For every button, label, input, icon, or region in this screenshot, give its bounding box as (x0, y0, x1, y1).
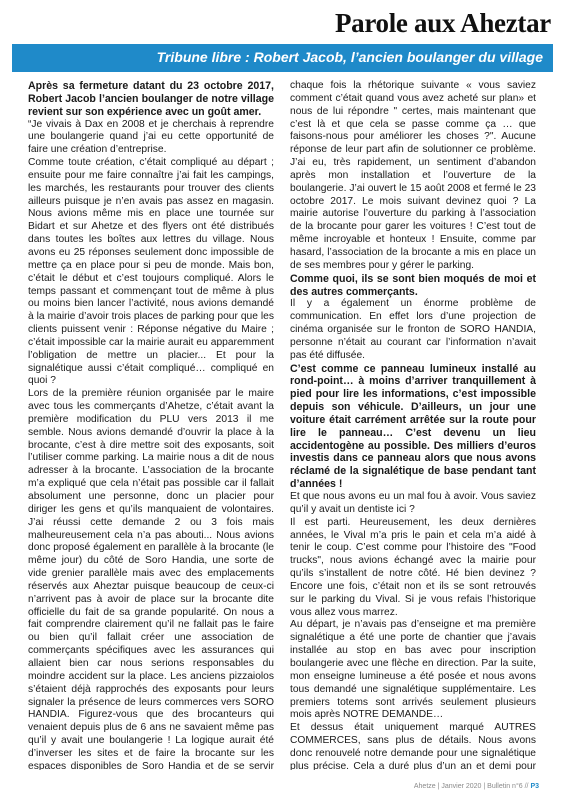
paragraph: Il est parti. Heureusement, les deux dernières années, le Vival m’a pris le pain et cela m’a aidé à tenir le coup. C’est comme pour l’histoire des "Food trucks", nous avions échangé avec la mairie pour qu’ils s’installent de notre côté. Hé bien devinez ? Encore une fois, c’était non et ils se sont retrouvés sur le parking du Vival. Si je vous refais l’historique vous allez vous marrez. (290, 516, 536, 618)
paragraph: Il y a également un énorme problème de communication. En effet lors d’une projection de cinéma organisée sur le fronton de SORO HANDIA, personne n’était au courant car l’information n’avait pas été diffusée. (290, 298, 536, 361)
paragraph: chaque fois la rhétorique suivante « vous saviez comment c’était quand vous avez acheté sur plan» et nous de lui répondre " certes, mais maintenant que c’est là et que cela se passe comme ça … que faisons-nous pour améliorer les choses ?". Aucune réponse de leur part afin de solutionner ce problème. J’ai eu, très rapidement, un sentiment d’abandon après mon installation et l’ouverture de la boulangerie. J’ai ouvert le 15 août 2008 et fermé le 23 octobre 2017. Le mois suivant devinez quoi ? La mairie autorise l’ouverture du parking à l’association de la brocante pour garer les voitures ! C’est tout de même incroyable et honteux ! Ensuite, comme par hasard, l’association de la brocante a mis en place un de ses membres pour y gérer le parking. (290, 80, 536, 271)
paragraph: Comme quoi, ils se sont bien moqués de moi et des autres commerçants. (290, 272, 536, 298)
paragraph: Et dessus était uniquement marqué AUTRES COMMERCES, sans plus de détails. Nous avons donc renouvelé notre demande pour une signalétique plus précise. Cela a duré plus d’un an et demi pour (290, 722, 536, 770)
paragraph: Au départ, je n’avais pas d’enseigne et ma première signalétique a été une porte de chantier que j’avais installée au stop en bas avec pour inscription boulangerie avec une flèche en direction. Par la suite, mon enseigne lumineuse a été posée et nous avons tous demandé une signalétique supplémentaire. Les premiers totems sont arrivés seulement plusieurs mois après NOTRE DEMANDE… (290, 619, 536, 721)
paragraph: “Je vivais à Dax en 2008 et je cherchais à reprendre une boulangerie quand j’ai eu cette opportunité de faire une création d’entreprise. (28, 118, 274, 156)
subtitle-band (12, 44, 553, 72)
footer-text: Ahetze | Janvier 2020 | Bulletin n°6 // (413, 783, 529, 790)
subtitle: Tribune libre : Robert Jacob, l’ancien boulanger du village (156, 49, 543, 65)
page-title: Parole aux Aheztar (334, 8, 551, 38)
paragraph: Après sa fermeture datant du 23 octobre 2017, Robert Jacob l’ancien boulanger de notre village revient sur son expérience avec un goût amer. (28, 80, 274, 118)
paragraph: Lors de la première réunion organisée par le maire avec tous les commerçants d’Ahetze, c’était avant la première modification du PLU vers 2013 il me semble. Nous avions demandé d’ouvrir la place à la brocante, c’est à dire mettre soit des exposants, soit l’utiliser comme parking. La mairie nous a dit de nous adresser à la brocante. L’association de la brocante m’a expliqué que cela n’était pas possible car il fallait absolument une personne, donc un placier pour diriger les gens et qu’ils manquaient de volontaires. J’ai réussi cette demande 2 ou 3 fois mais malheureusement cela n’a pas abouti... Nous avions donc proposé également en parallèle à la brocante (le même jour) du côté de Soro Handia, une sorte de vide grenier parallèle mais avec des emplacements réservés aux Aheztar puisque beaucoup de ceux-ci n’arrivent pas à avoir de place sur la brocante dite officielle du fait de sa grande popularité. On nous a fait comprendre clairement qu’il ne fallait pas le faire ou bien qu’il fallait créer une association de commerçants spécifiques avec les assurances qui allaient bien car nous serions responsables du moindre accident sur la place. Les anciens pizzaiolos s’étaient déjà rapprochés des exposants pour leurs signaler la présence de leurs commerces vers SORO HANDIA. Figurez-vous que des brocanteurs qui venaient depuis plus de 6 ans ne savaient même pas qu’il y avait une boulangerie ! La logique aurait été d’inverser les sites et de faire la brocante sur les espaces disponibles de Soro Handia et de se servir (28, 388, 274, 770)
paragraph: C’est comme ce panneau lumineux installé au rond-point… à moins d’arriver tranquillement à pied pour lire les informations, c’est impossible depuis son véhicule. D’ailleurs, un jour une voiture était carrément arrêtée sur la route pour lire le panneau… C’est devenu un lieu accidentogène au possible. Des milliers d’euros investis dans ce panneau alors que nous avons réclamé de la signalétique de base pendant tant d’années ! (290, 362, 536, 491)
paragraph: Et que nous avons eu un mal fou à avoir. Vous saviez qu’il y avait un dentiste ici ? (290, 491, 536, 515)
page-number: P3 (530, 783, 539, 790)
right-column (290, 80, 536, 770)
left-column (28, 80, 274, 770)
page-footer (414, 783, 539, 790)
paragraph: Comme toute création, c’était compliqué au départ ; ensuite pour me faire connaître j’ai fait les campings, les marchés, les restaurants pour trouver des clients ailleurs puisque je n’en avais pas assez en magasin. Nous avions même mis en place une tournée sur Bidart et sur Ahetze et des flyers ont été distribués dans toutes les boîtes aux lettres du village. Nous avons eu 25 réponses seulement donc impossible de mettre ça en place pour si peu de monde. Mais bon, c’était le début et c’est toujours compliqué. Alors le temps passant et commençant tout de même à plus ou moins bien lancer l’activité, nous avions demandé à la mairie d’avoir trois places de parking pour que les clients puissent venir : Réponse négative du Maire ; c’était impossible car la mairie aurait eu apparemment l’obligation de mettre un placier... Et pour la signalétique aussi c’était compliqué… compliqué en quoi ? (28, 157, 274, 387)
